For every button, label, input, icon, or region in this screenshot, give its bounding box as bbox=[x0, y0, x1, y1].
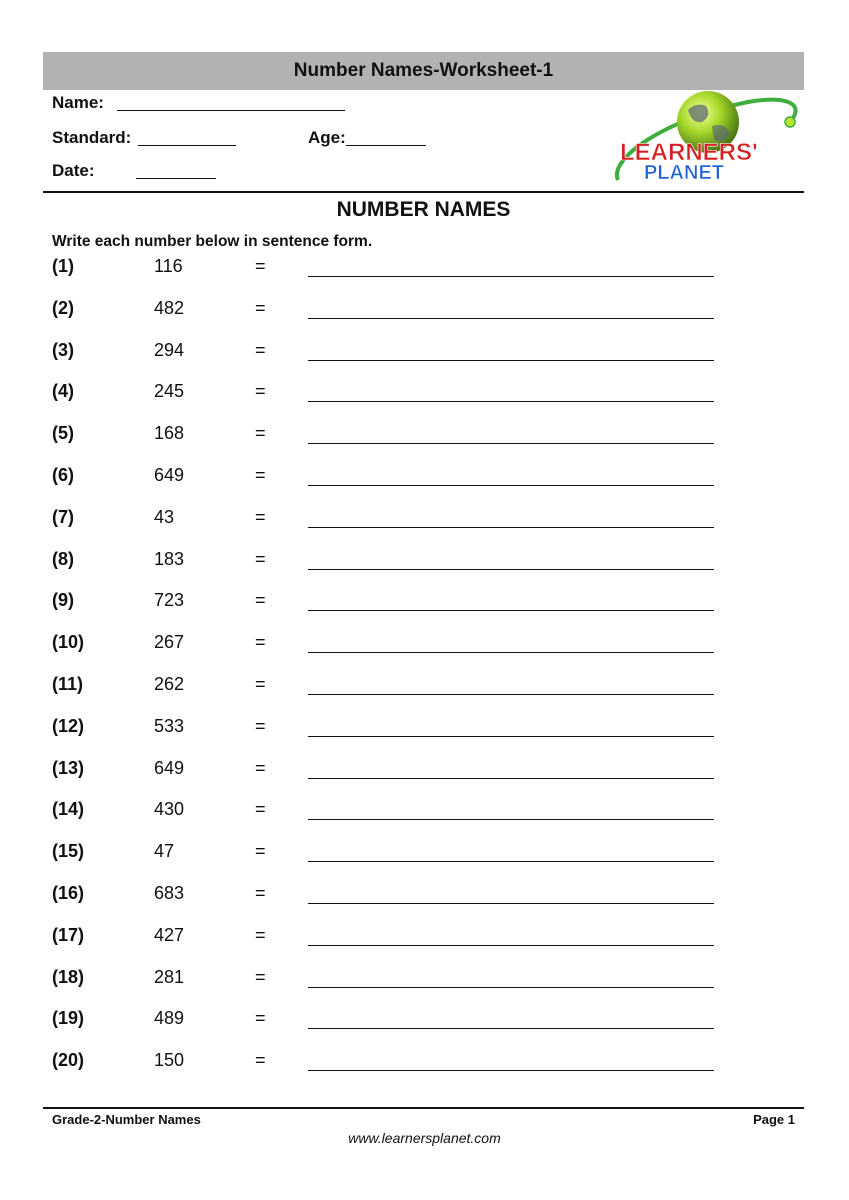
question-row bbox=[0, 465, 849, 495]
question-value: 649 bbox=[154, 465, 185, 485]
question-row bbox=[0, 674, 849, 704]
question-value: 183 bbox=[154, 548, 185, 569]
equals-sign: = bbox=[255, 632, 266, 653]
equals-sign: = bbox=[255, 590, 266, 611]
equals-sign: = bbox=[255, 339, 266, 360]
answer-field[interactable] bbox=[308, 819, 714, 820]
question-row bbox=[0, 632, 849, 662]
equals-sign: = bbox=[255, 548, 266, 569]
question-number: (1) bbox=[52, 256, 74, 276]
question-number: (15) bbox=[52, 841, 85, 862]
question-value: 482 bbox=[154, 297, 185, 318]
question-value: 245 bbox=[154, 381, 185, 402]
footer-page-number: Page 1 bbox=[753, 1112, 795, 1127]
question-row bbox=[0, 590, 849, 620]
footer-url: www.learnersplanet.com bbox=[348, 1130, 501, 1146]
answer-field[interactable] bbox=[308, 987, 714, 988]
age-field[interactable] bbox=[346, 145, 426, 146]
question-value: 683 bbox=[154, 883, 185, 903]
answer-field[interactable] bbox=[308, 861, 714, 862]
question-number: (6) bbox=[52, 465, 74, 485]
question-number: (9) bbox=[52, 590, 74, 611]
date-label: Date: bbox=[52, 161, 95, 180]
question-value: 430 bbox=[154, 799, 185, 820]
section-heading: NUMBER NAMES bbox=[336, 198, 511, 221]
name-field[interactable] bbox=[117, 110, 345, 111]
question-number: (11) bbox=[52, 674, 84, 694]
equals-sign: = bbox=[255, 506, 266, 527]
footer-grade: Grade-2-Number Names bbox=[52, 1112, 201, 1127]
worksheet-title: Number Names-Worksheet-1 bbox=[43, 52, 804, 90]
equals-sign: = bbox=[255, 423, 266, 444]
question-row bbox=[0, 883, 849, 913]
equals-sign: = bbox=[255, 674, 266, 694]
age-label: Age: bbox=[308, 128, 346, 147]
question-number: (16) bbox=[52, 883, 85, 903]
answer-field[interactable] bbox=[308, 527, 714, 528]
equals-sign: = bbox=[255, 256, 266, 276]
question-number: (20) bbox=[52, 1050, 85, 1071]
answer-field[interactable] bbox=[308, 360, 714, 361]
standard-field[interactable] bbox=[138, 145, 236, 146]
question-number: (3) bbox=[52, 339, 74, 360]
equals-sign: = bbox=[255, 924, 266, 945]
question-row bbox=[0, 340, 849, 370]
question-row bbox=[0, 841, 849, 871]
question-row bbox=[0, 925, 849, 955]
question-row bbox=[0, 298, 849, 328]
question-value: 281 bbox=[154, 966, 185, 987]
answer-field[interactable] bbox=[308, 569, 714, 570]
equals-sign: = bbox=[255, 465, 266, 485]
question-row bbox=[0, 967, 849, 997]
question-value: 262 bbox=[154, 674, 185, 694]
question-row bbox=[0, 1008, 849, 1038]
answer-field[interactable] bbox=[308, 652, 714, 653]
equals-sign: = bbox=[255, 381, 266, 402]
question-number: (10) bbox=[52, 632, 85, 653]
question-number: (4) bbox=[52, 381, 74, 402]
equals-sign: = bbox=[255, 841, 266, 862]
equals-sign: = bbox=[255, 297, 266, 318]
answer-field[interactable] bbox=[308, 401, 714, 402]
question-number: (14) bbox=[52, 799, 85, 820]
question-number: (12) bbox=[52, 715, 85, 736]
question-row bbox=[0, 549, 849, 579]
question-number: (13) bbox=[52, 757, 85, 778]
equals-sign: = bbox=[255, 966, 266, 987]
answer-field[interactable] bbox=[308, 485, 714, 486]
equals-sign: = bbox=[255, 883, 266, 903]
question-row bbox=[0, 423, 849, 453]
question-number: (8) bbox=[52, 548, 74, 569]
equals-sign: = bbox=[255, 799, 266, 820]
answer-field[interactable] bbox=[308, 1028, 714, 1029]
answer-field[interactable] bbox=[308, 694, 714, 695]
question-value: 150 bbox=[154, 1050, 185, 1071]
question-number: (7) bbox=[52, 506, 74, 527]
logo-text-planet: PLANET bbox=[644, 162, 724, 184]
footer-divider bbox=[43, 1107, 804, 1109]
question-row bbox=[0, 799, 849, 829]
question-row bbox=[0, 758, 849, 788]
answer-field[interactable] bbox=[308, 736, 714, 737]
answer-field[interactable] bbox=[308, 945, 714, 946]
question-value: 168 bbox=[154, 423, 185, 444]
question-row bbox=[0, 507, 849, 537]
equals-sign: = bbox=[255, 715, 266, 736]
question-number: (19) bbox=[52, 1008, 85, 1029]
question-number: (17) bbox=[52, 924, 85, 945]
question-value: 723 bbox=[154, 590, 185, 611]
learners-planet-logo bbox=[608, 88, 803, 192]
question-row bbox=[0, 716, 849, 746]
standard-label: Standard: bbox=[52, 128, 132, 147]
question-row bbox=[0, 381, 849, 411]
question-number: (2) bbox=[52, 297, 74, 318]
question-value: 294 bbox=[154, 339, 185, 360]
question-value: 489 bbox=[154, 1008, 185, 1029]
answer-field[interactable] bbox=[308, 1070, 714, 1071]
question-number: (5) bbox=[52, 423, 74, 444]
answer-field[interactable] bbox=[308, 610, 714, 611]
question-value: 116 bbox=[154, 256, 183, 276]
answer-field[interactable] bbox=[308, 276, 714, 277]
question-number: (18) bbox=[52, 966, 85, 987]
answer-field[interactable] bbox=[308, 443, 714, 444]
question-value: 267 bbox=[154, 632, 185, 653]
question-row bbox=[0, 256, 849, 286]
equals-sign: = bbox=[255, 1050, 266, 1071]
date-field[interactable] bbox=[136, 178, 216, 179]
question-value: 649 bbox=[154, 757, 185, 778]
logo-text-learners: LEARNERS' bbox=[620, 139, 758, 166]
answer-field[interactable] bbox=[308, 778, 714, 779]
answer-field[interactable] bbox=[308, 318, 714, 319]
instruction-text: Write each number below in sentence form. bbox=[52, 233, 373, 250]
question-value: 427 bbox=[154, 924, 185, 945]
header-divider bbox=[43, 191, 804, 193]
answer-field[interactable] bbox=[308, 903, 714, 904]
question-value: 43 bbox=[154, 506, 175, 527]
question-value: 533 bbox=[154, 715, 185, 736]
equals-sign: = bbox=[255, 757, 266, 778]
equals-sign: = bbox=[255, 1008, 266, 1029]
question-value: 47 bbox=[154, 841, 175, 862]
question-row bbox=[0, 1050, 849, 1080]
name-label: Name: bbox=[52, 93, 104, 112]
